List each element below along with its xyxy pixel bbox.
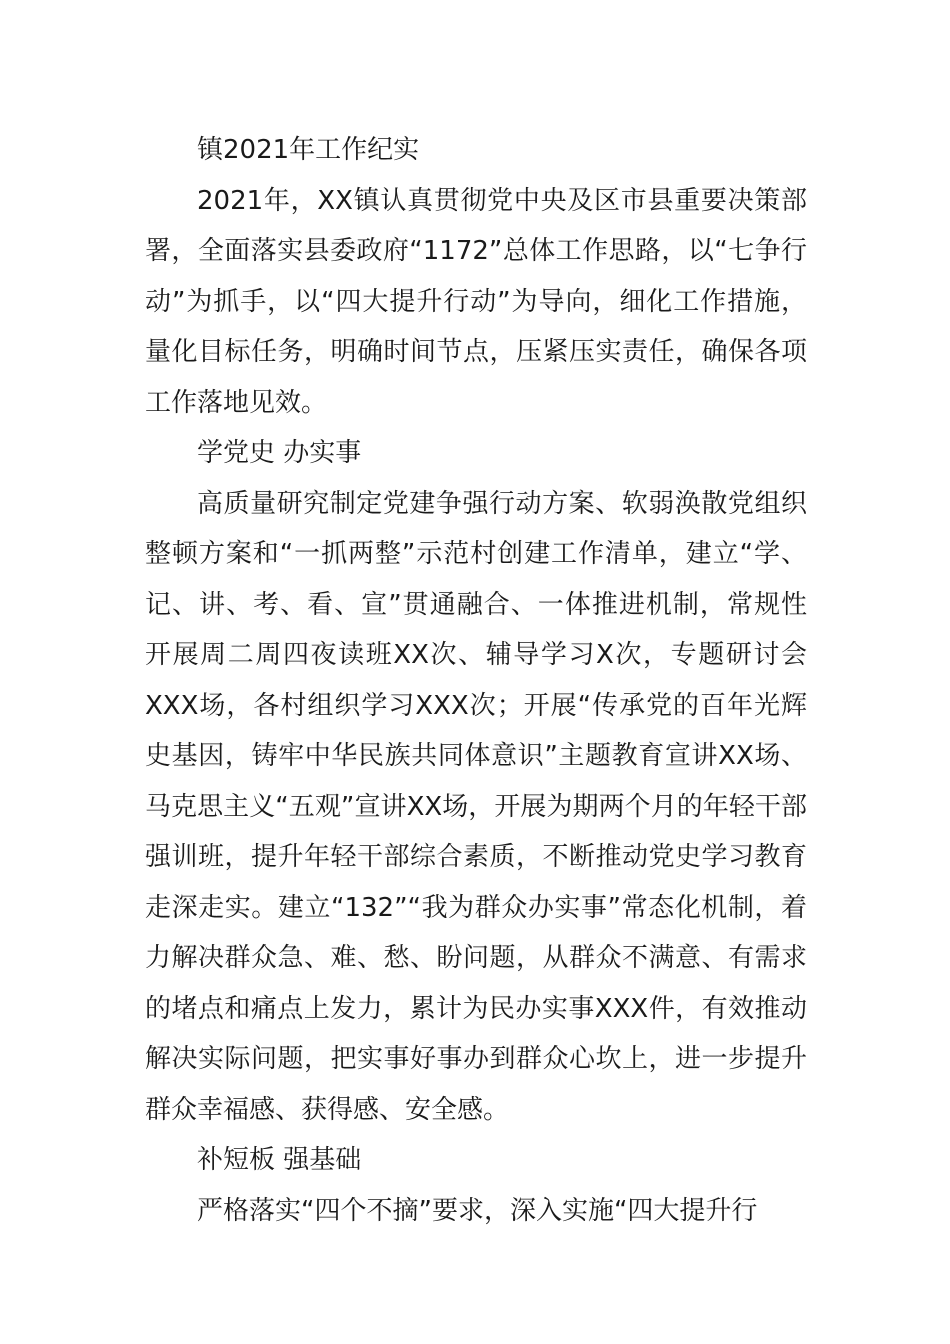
section-heading-1: 学党史 办实事 — [197, 438, 362, 468]
document-body — [145, 125, 807, 1236]
section-paragraph-2: 严格落实“四个不摘”要求，深入实施“四大提升行 — [197, 1195, 758, 1226]
section-paragraph-1: 高质量研究制定党建争强行动方案、软弱涣散党组织整顿方案和“一抓两整”示范村创建工作清单，建立“学、记、讲、考、看、宣”贯通融合、一体推进机制，常规性开展周二周四夜读班XX次、辅导学习X次，专题研讨会XXX场，各村组织学习XXX次；开展“传承党的百年光辉史基因，铸牢中华民族共同体意识”主题教育宣讲XX场、马克思主义“五观”宣讲XX场，开展为期两个月的年轻干部强训班，提升年轻干部综合素质，不断推动党史学习教育走深走实。建立“132”“我为群众办实事”常态化机制，着力解决群众急、难、愁、盼问题，从群众不满意、有需求的堵点和痛点上发力，累计为民办实事XXX件，有效推动解决实际问题，把实事好事办到群众心坎上，进一步提升群众幸福感、获得感、安全感。 — [145, 488, 807, 1125]
document-title: 镇2021年工作纪实 — [197, 135, 420, 165]
intro-paragraph: 2021年，XX镇认真贯彻党中央及区市县重要决策部署，全面落实县委政府“1172”总体工作思路，以“七争行动”为抓手，以“四大提升行动”为导向，细化工作措施，量化目标任务，明确时间节点，压紧压实责任，确保各项工作落地见效。 — [145, 185, 807, 418]
section-heading-2: 补短板 强基础 — [197, 1145, 362, 1175]
